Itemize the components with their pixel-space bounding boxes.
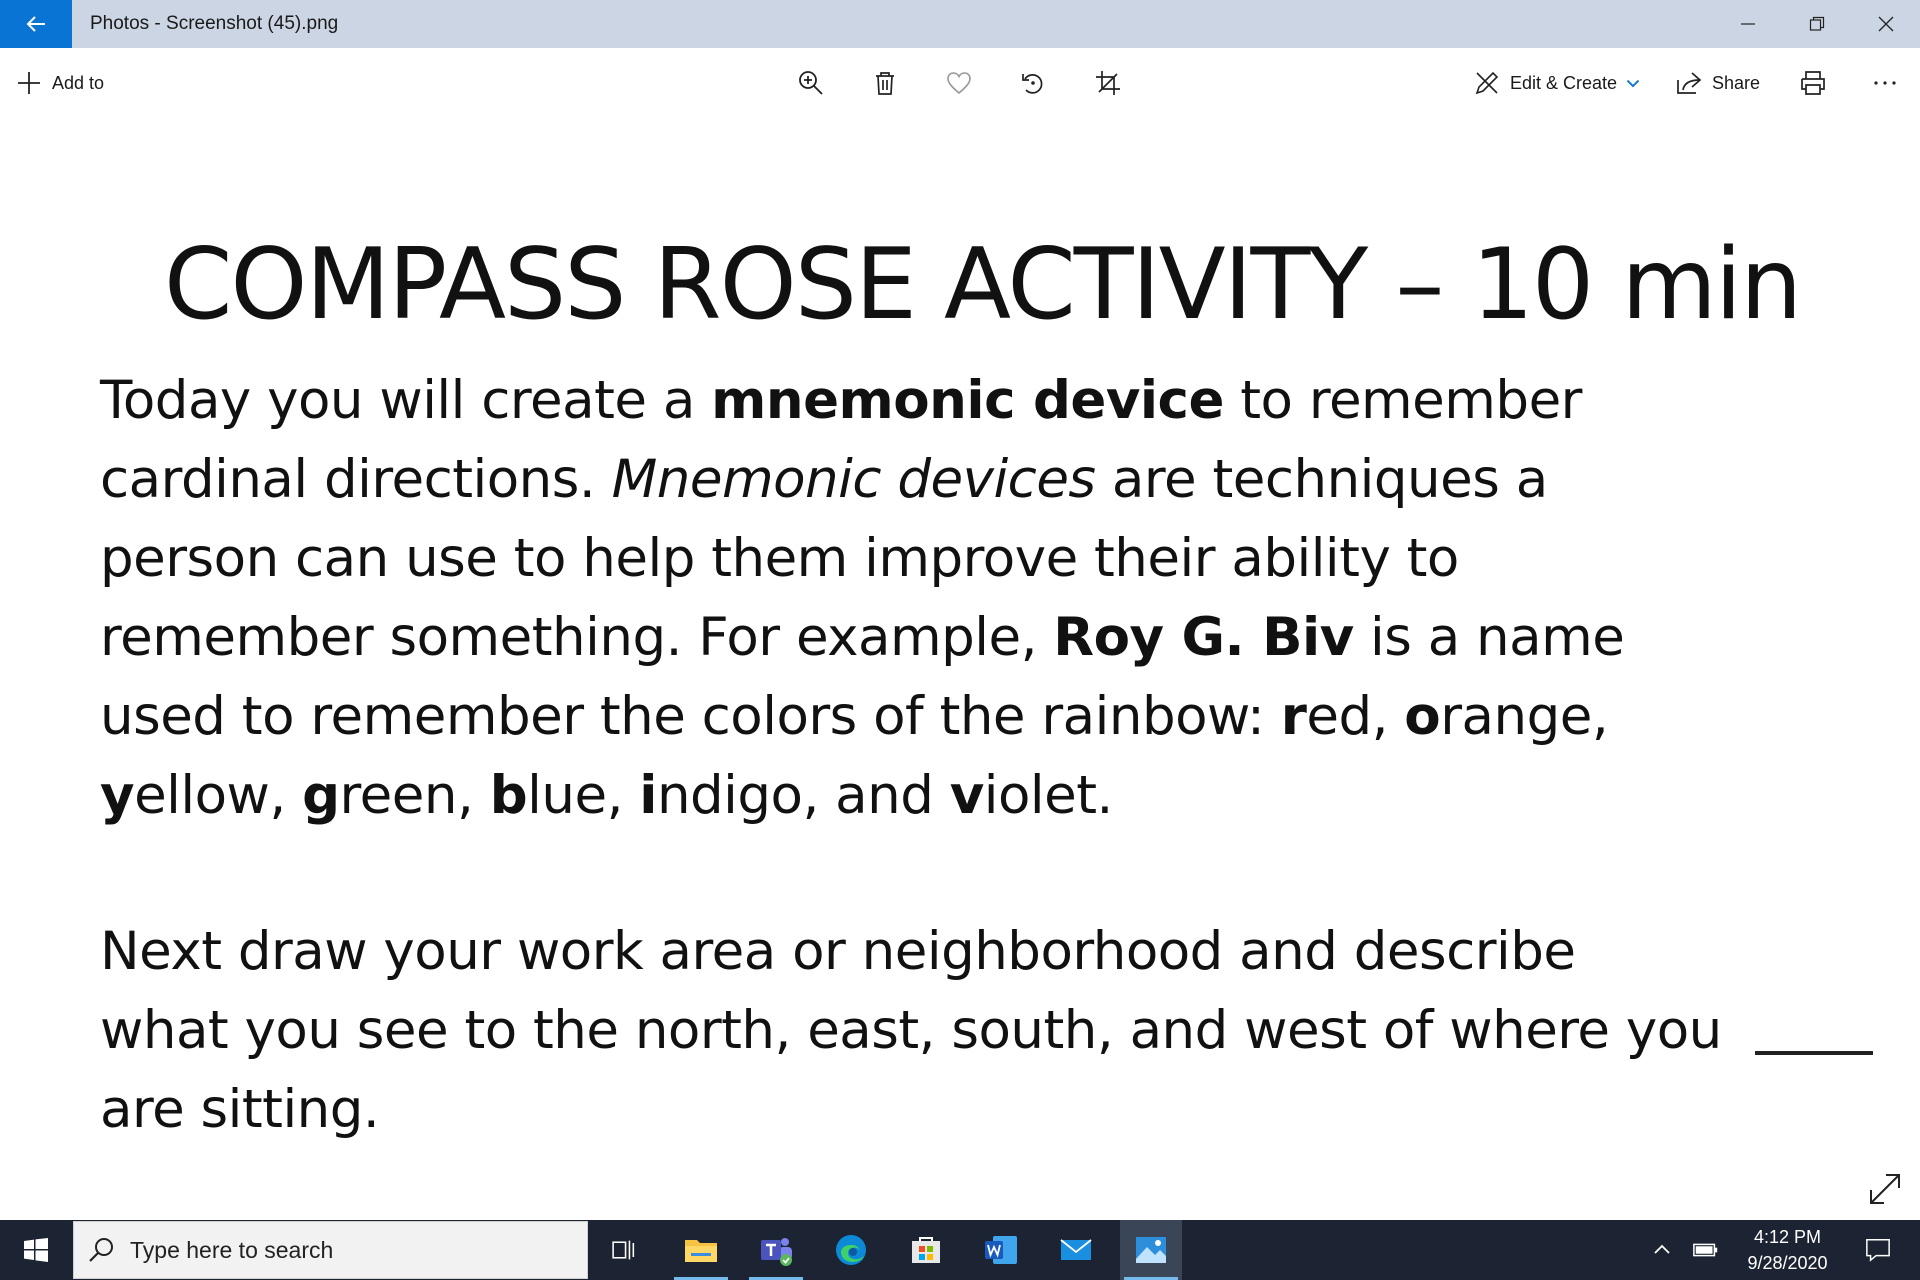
battery-button[interactable] xyxy=(1686,1220,1726,1280)
search-input[interactable] xyxy=(130,1237,530,1264)
action-center-button[interactable] xyxy=(1850,1220,1906,1280)
delete-button[interactable] xyxy=(872,48,898,118)
zoom-slider[interactable] xyxy=(1755,1051,1873,1055)
battery-icon xyxy=(1692,1240,1720,1260)
add-to-button[interactable] xyxy=(16,48,104,118)
close-icon xyxy=(1878,16,1894,32)
print-icon xyxy=(1800,70,1826,96)
more-icon xyxy=(1872,70,1898,96)
word-icon xyxy=(983,1232,1019,1268)
share-button[interactable] xyxy=(1676,48,1760,118)
task-view-icon xyxy=(610,1236,638,1264)
rotate-button[interactable] xyxy=(1020,48,1046,118)
window-title: Photos - Screenshot (45).png xyxy=(90,13,339,34)
delete-icon xyxy=(872,70,898,96)
store-button[interactable] xyxy=(895,1220,957,1280)
photos-toolbar xyxy=(0,48,1920,118)
text-line: used to remember the colors of the rainbow: red, orange, xyxy=(100,686,1609,747)
task-view-button[interactable] xyxy=(593,1220,655,1280)
edit-create-icon xyxy=(1474,70,1500,96)
text-line: Next draw your work area or neighborhood and describe xyxy=(100,921,1576,982)
edit-create-button[interactable] xyxy=(1474,48,1641,118)
clock-date: 9/28/2020 xyxy=(1747,1253,1828,1273)
photo-viewer[interactable] xyxy=(0,118,1920,1220)
photos-button[interactable] xyxy=(1120,1220,1182,1280)
text-line: cardinal directions. Mnemonic devices are techniques a xyxy=(100,449,1548,510)
share-label: Share xyxy=(1712,72,1761,93)
zoom-in-icon xyxy=(798,70,824,96)
text-line: person can use to help them improve their ability to xyxy=(100,528,1459,589)
expand-icon[interactable] xyxy=(1868,1172,1902,1206)
back-arrow-icon xyxy=(25,13,47,35)
windows-logo-icon xyxy=(23,1237,49,1263)
restore-button[interactable] xyxy=(1782,0,1851,48)
text-line: remember something. For example, Roy G. Biv is a name xyxy=(100,607,1625,668)
back-button[interactable] xyxy=(0,0,72,48)
folder-icon xyxy=(683,1232,719,1268)
paragraph-instructions xyxy=(100,912,1722,1149)
rotate-icon xyxy=(1020,70,1046,96)
crop-icon xyxy=(1095,70,1121,96)
teams-button[interactable] xyxy=(745,1220,807,1280)
mail-button[interactable] xyxy=(1045,1220,1107,1280)
minimize-icon xyxy=(1740,16,1756,32)
chevron-up-icon xyxy=(1652,1240,1672,1260)
favorite-button[interactable] xyxy=(946,48,972,118)
share-icon xyxy=(1676,70,1702,96)
chevron-down-icon xyxy=(1625,75,1641,91)
taskbar-search[interactable] xyxy=(73,1221,588,1279)
edit-create-label: Edit & Create xyxy=(1510,72,1618,93)
text-line: yellow, green, blue, indigo, and violet. xyxy=(100,765,1113,826)
file-explorer-button[interactable] xyxy=(670,1220,732,1280)
paragraph-mnemonic xyxy=(100,361,1624,835)
store-icon xyxy=(908,1232,944,1268)
zoom-button[interactable] xyxy=(798,48,824,118)
add-to-label: Add to xyxy=(52,72,105,93)
text-line: are sitting. xyxy=(100,1079,380,1140)
window-controls xyxy=(1713,0,1920,48)
more-button[interactable] xyxy=(1872,48,1898,118)
text-line: what you see to the north, east, south, and west of where you xyxy=(100,1000,1722,1061)
crop-button[interactable] xyxy=(1095,48,1121,118)
print-button[interactable] xyxy=(1800,48,1826,118)
plus-icon xyxy=(16,70,42,96)
tray-overflow-button[interactable] xyxy=(1642,1220,1682,1280)
text-line: Today you will create a mnemonic device to remember xyxy=(100,370,1582,431)
title-bar xyxy=(0,0,1920,48)
slide-title: COMPASS ROSE ACTIVITY – 10 min xyxy=(164,228,1801,342)
close-button[interactable] xyxy=(1851,0,1920,48)
photos-icon xyxy=(1133,1232,1169,1268)
search-icon xyxy=(88,1236,116,1264)
mail-icon xyxy=(1058,1232,1094,1268)
word-button[interactable] xyxy=(970,1220,1032,1280)
notification-icon xyxy=(1865,1237,1891,1263)
start-button[interactable] xyxy=(0,1220,72,1280)
heart-icon xyxy=(946,70,972,96)
teams-icon xyxy=(758,1232,794,1268)
taskbar xyxy=(0,1220,1920,1280)
restore-icon xyxy=(1809,16,1825,32)
system-clock[interactable] xyxy=(1725,1220,1850,1280)
edge-button[interactable] xyxy=(820,1220,882,1280)
minimize-button[interactable] xyxy=(1713,0,1782,48)
edge-icon xyxy=(833,1232,869,1268)
clock-time: 4:12 PM xyxy=(1753,1227,1822,1247)
